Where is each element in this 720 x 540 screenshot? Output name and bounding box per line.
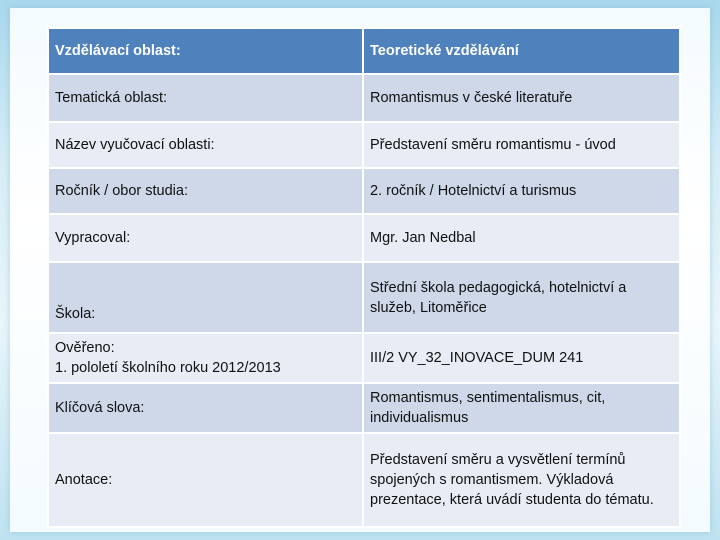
info-table bbox=[47, 27, 681, 528]
row-value: Představení směru romantismu - úvod bbox=[363, 122, 680, 168]
row-label-line: Ověřeno: bbox=[55, 340, 115, 356]
row-label: Název vyučovací oblasti: bbox=[48, 122, 363, 168]
table-row bbox=[48, 122, 680, 168]
table-row bbox=[48, 333, 680, 383]
row-value: Romantismus v české literatuře bbox=[363, 74, 680, 122]
table-row bbox=[48, 383, 680, 433]
row-value: Teoretické vzdělávání bbox=[363, 28, 680, 74]
row-label: Vzdělávací oblast: bbox=[48, 28, 363, 74]
row-value: Střední škola pedagogická, hotelnictví a služeb, Litoměřice bbox=[363, 262, 680, 333]
row-value: Představení směru a vysvětlení termínů spojených s romantismem. Výkladová prezentace, která uvádí studenta do tématu. bbox=[363, 433, 680, 527]
row-label: Vypracoval: bbox=[48, 214, 363, 262]
row-label: Škola: bbox=[48, 262, 363, 333]
row-value: Romantismus, sentimentalismus, cit, individualismus bbox=[363, 383, 680, 433]
row-label: Tematická oblast: bbox=[48, 74, 363, 122]
row-label bbox=[48, 333, 363, 383]
row-label: Klíčová slova: bbox=[48, 383, 363, 433]
row-value: 2. ročník / Hotelnictví a turismus bbox=[363, 168, 680, 214]
table-row bbox=[48, 214, 680, 262]
table-row bbox=[48, 74, 680, 122]
table-row bbox=[48, 168, 680, 214]
row-label: Anotace: bbox=[48, 433, 363, 527]
row-value: Mgr. Jan Nedbal bbox=[363, 214, 680, 262]
table-row bbox=[48, 433, 680, 527]
row-value: III/2 VY_32_INOVACE_DUM 241 bbox=[363, 333, 680, 383]
table-row bbox=[48, 28, 680, 74]
row-label: Ročník / obor studia: bbox=[48, 168, 363, 214]
row-label-line: 1. pololetí školního roku 2012/2013 bbox=[55, 360, 281, 376]
table-row bbox=[48, 262, 680, 333]
